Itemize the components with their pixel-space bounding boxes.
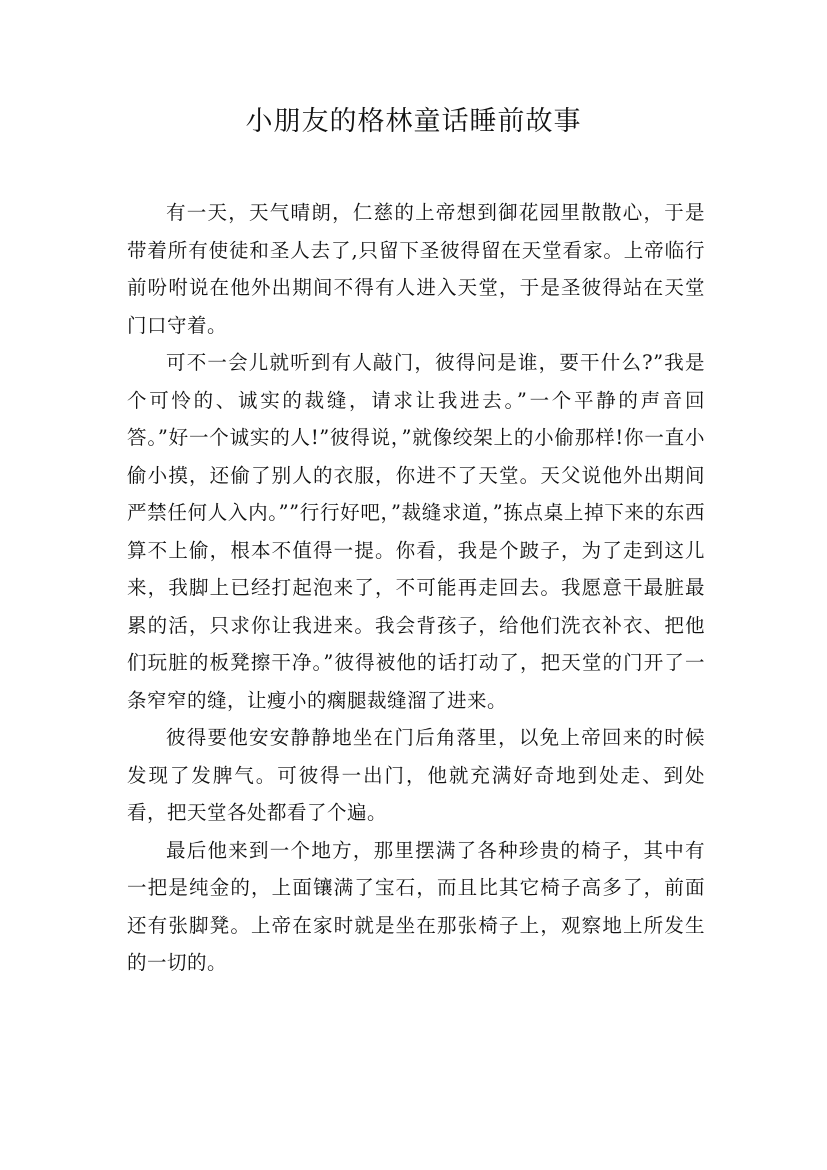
document-body (127, 194, 705, 982)
document-title: 小朋友的格林童话睡前故事 (245, 106, 582, 137)
paragraph-4: 最后他来到一个地方，那里摆满了各种珍贵的椅子，其中有一把是纯金的，上面镶满了宝石，而且比其它椅子高多了，前面还有张脚凳。上帝在家时就是坐在那张椅子上，观察地上所发生的一切的。 (127, 838, 705, 974)
paragraph-1: 有一天，天气晴朗，仁慈的上帝想到御花园里散散心，于是带着所有使徒和圣人去了,只留下圣彼得留在天堂看家。上帝临行前吩咐说在他外出期间不得有人进入天堂，于是圣彼得站在天堂门口守着。 (127, 201, 705, 337)
paragraph-3: 彼得要他安安静静地坐在门后角落里，以免上帝回来的时候发现了发脾气。可彼得一出门，他就充满好奇地到处走、到处看，把天堂各处都看了个遍。 (127, 726, 705, 824)
paragraph-2: 可不一会儿就听到有人敲门，彼得问是谁，要干什么?”我是个可怜的、诚实的裁缝，请求让我进去。”一个平静的声音回答。”好一个诚实的人!”彼得说，”就像绞架上的小偷那样!你一直小偷小摸，还偷了别人的衣服，你进不了天堂。天父说他外出期间严禁任何人入内。””行行好吧，”裁缝求道，”拣点桌上掉下来的东西算不上偷，根本不值得一提。你看，我是个跛子，为了走到这儿来，我脚上已经打起泡来了，不可能再走回去。我愿意干最脏最累的活，只求你让我进来。我会背孩子，给他们洗衣补衣、把他们玩脏的板凳擦干净。”彼得被他的话打动了，把天堂的门开了一条窄窄的缝，让瘦小的瘸腿裁缝溜了进来。 (127, 351, 705, 712)
